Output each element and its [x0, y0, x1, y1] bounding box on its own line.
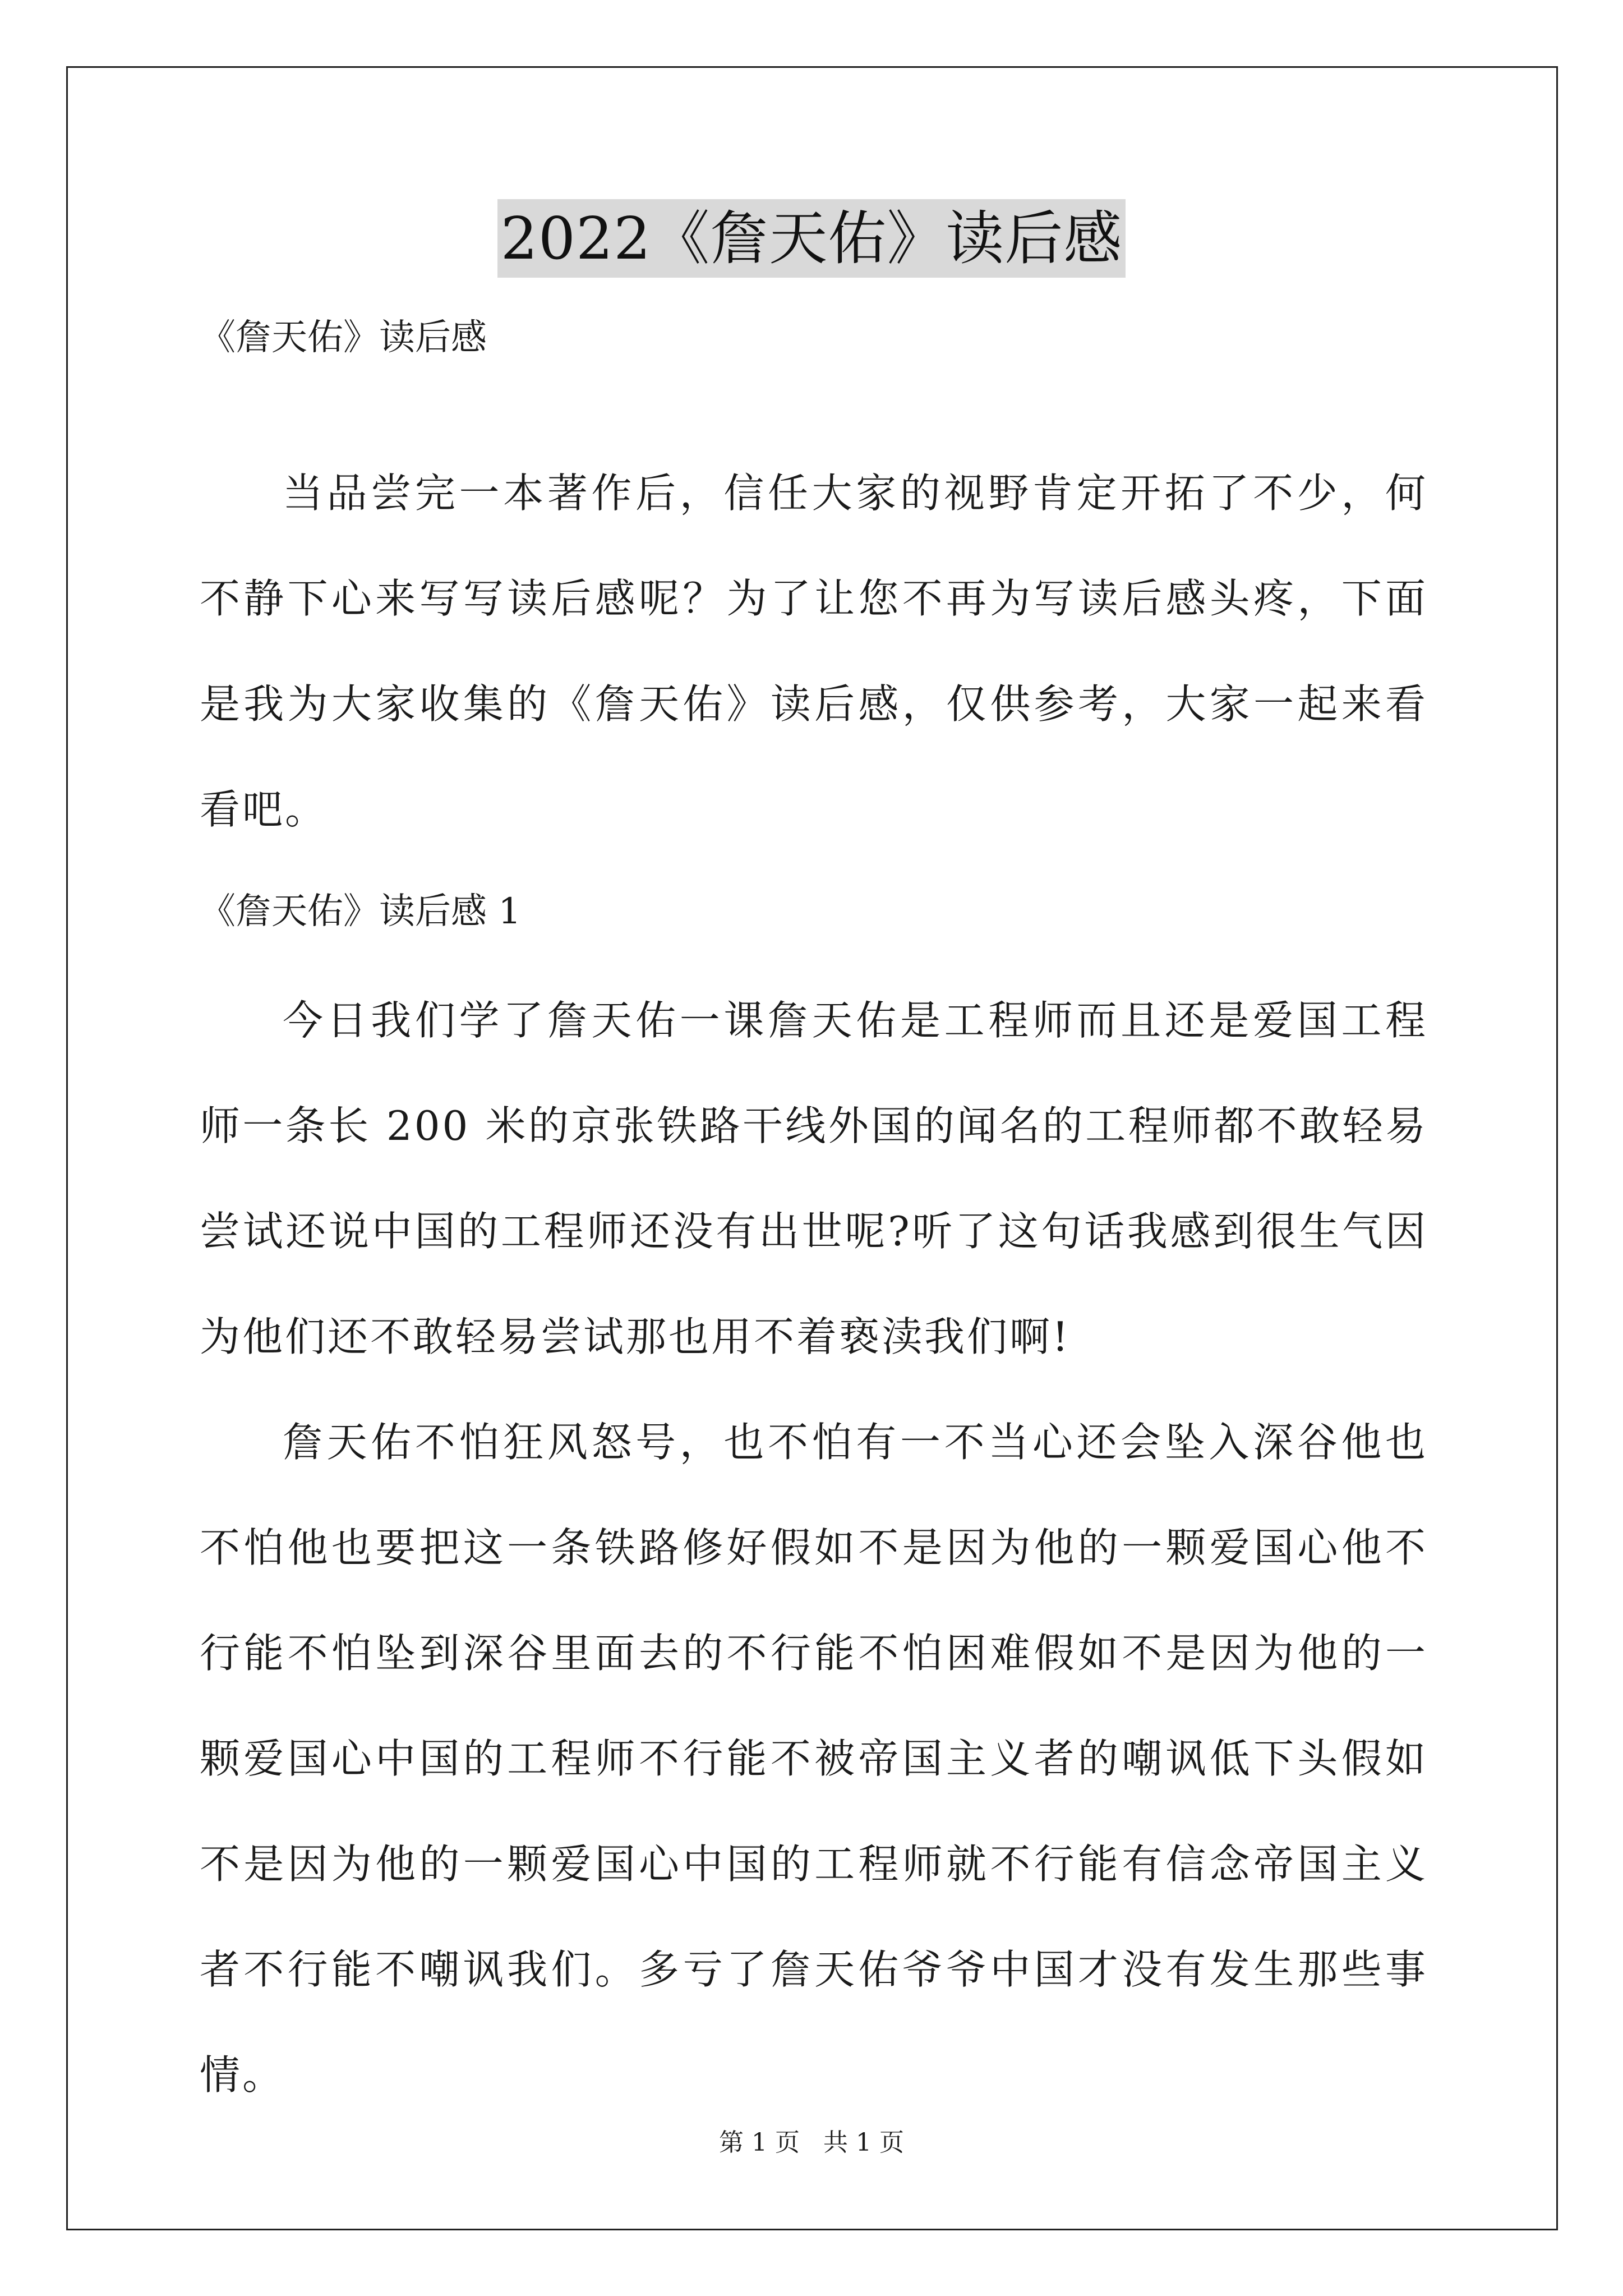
body-paragraph: 詹天佑不怕狂风怒号，也不怕有一不当心还会坠入深谷他也不怕他也要把这一条铁路修好假如不是因为他的一颗爱国心他不行能不怕坠到深谷里面去的不行能不怕困难假如不是因为他的一颗爱国心中国的工程师不行能不被帝国主义者的嘲讽低下头假如不是因为他的一颗爱国心中国的工程师就不行能有信念帝国主义者不行能不嘲讽我们。多亏了詹天佑爷爷中国才没有发生那些事情。	[200, 1419, 1428, 2099]
intro-paragraph: 当品尝完一本著作后，信任大家的视野肯定开拓了不少，何不静下心来写写读后感呢？为了让您不再为写读后感头疼，下面是我为大家收集的《詹天佑》读后感，仅供参考，大家一起来看看吧。	[200, 470, 1428, 833]
body-paragraph: 今日我们学了詹天佑一课詹天佑是工程师而且还是爱国工程师一条长 200 米的京张铁路干线外国的闻名的工程师都不敢轻易尝试还说中国的工程师还没有出世呢?听了这句话我感到很生气因为他们还不敢轻易尝试那也用不着亵渎我们啊!	[200, 997, 1428, 1360]
section-heading: 《詹天佑》读后感 1	[200, 891, 522, 932]
title-container	[0, 199, 1623, 278]
document-title: 2022《詹天佑》读后感	[497, 199, 1126, 278]
intro-heading: 《詹天佑》读后感	[200, 317, 487, 358]
page-footer: 第 1 页 共 1 页	[719, 2128, 904, 2157]
